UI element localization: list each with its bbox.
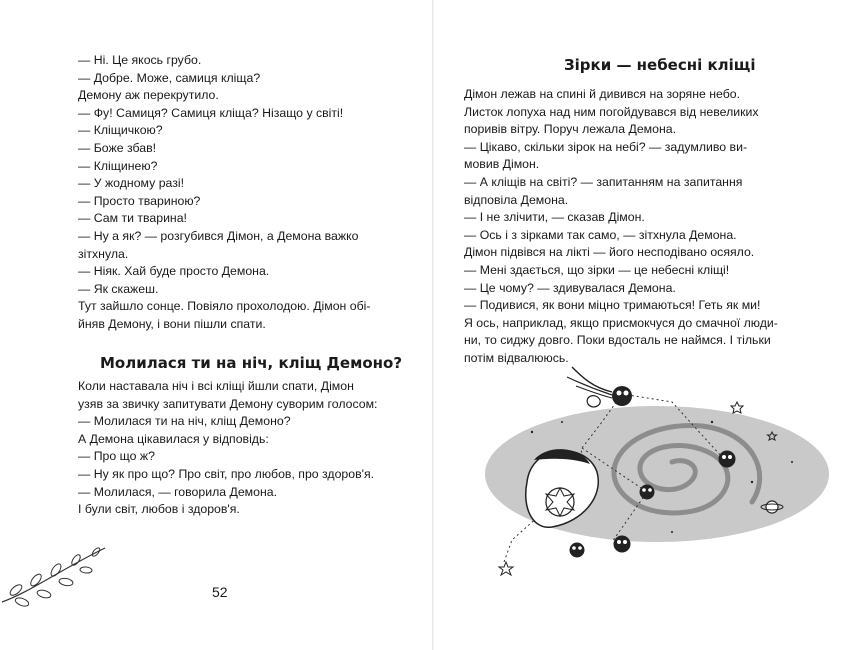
- dialogue-block-2: [78, 378, 377, 519]
- dialogue-1-line: — Кліщинею?: [78, 158, 158, 173]
- story-line: Дімон підвівся на лікті — його несподівано осяяло.: [464, 245, 755, 260]
- dialogue-1-line: — Ну а як? — розгубився Дімон, а Демона важко: [78, 228, 359, 243]
- dialogue-2-line: — Про що ж?: [78, 449, 155, 464]
- leaf-sprig-ornament: [0, 540, 110, 610]
- story-line: — Цікаво, скільки зірок на небі? — задумливо ви-: [464, 139, 748, 154]
- dialogue-2-line: І були світ, любов і здоров'я.: [78, 502, 240, 517]
- dialogue-1-line: зітхнула.: [78, 246, 129, 261]
- story-line: — А кліщів на світі? — запитанням на запитання: [464, 174, 743, 189]
- dialogue-1-line: — Просто твариною?: [78, 193, 201, 208]
- dialogue-1-line: — Сам ти тварина!: [78, 211, 187, 226]
- story-line: ни, то сиджу довго. Поки вдосталь не наймся. І тільки: [464, 333, 771, 348]
- dialogue-1-line: йняв Демону, і вони пішли спати.: [78, 316, 266, 331]
- dialogue-1-line: — Фу! Самиця? Самиця кліща? Нізащо у світі!: [78, 105, 344, 120]
- dialogue-2-line: Коли наставала ніч і всі кліщі йшли спати, Дімон: [78, 379, 354, 393]
- dialogue-1-line: — Як скажеш.: [78, 281, 159, 296]
- dialogue-1-line: — Боже збав!: [78, 140, 157, 155]
- dialogue-2-line: — Ну як про що? Про світ, про любов, про здоров'я.: [78, 466, 375, 481]
- story-line: — Ось і з зірками так само, — зітхнула Демона.: [464, 227, 737, 242]
- story-line: Листок лопуха над ним погойдувався від невеликих: [464, 104, 759, 119]
- story-line: — Подивися, як вони міцно тримаються! Геть як ми!: [464, 298, 761, 313]
- dialogue-1-line: — Кліщичкою?: [78, 123, 163, 138]
- dialogue-1-line: — Ні. Це якось грубо.: [78, 53, 202, 67]
- dialogue-1-line: — У жодному разі!: [78, 176, 185, 191]
- dialogue-2-line: А Демона цікавилася у відповідь:: [78, 431, 269, 446]
- dialogue-1-line: — Ніяк. Хай буде просто Демона.: [78, 264, 270, 279]
- story-line: потім відвалююсь.: [464, 350, 569, 365]
- story-line: — Мені здається, що зірки — це небесні кліщі!: [464, 262, 730, 277]
- chapter-heading-right: Зірки — небесні кліщі: [564, 56, 756, 74]
- dialogue-1-line: — Добре. Може, самиця кліща?: [78, 70, 261, 85]
- dialogue-1-line: Демону аж перекрутило.: [78, 88, 219, 103]
- dialogue-2-line: — Молилася, — говорила Демона.: [78, 484, 278, 499]
- dialogue-2-line: — Молилася ти на ніч, кліщ Демоно?: [78, 414, 291, 429]
- story-line: відповіла Демона.: [464, 192, 569, 207]
- story-line: Дімон лежав на спині й дивився на зоряне небо.: [464, 87, 741, 101]
- story-line: поривів вітру. Поруч лежала Демона.: [464, 122, 676, 137]
- dialogue-1-line: Тут зайшло сонце. Повіяло прохолодою. Дімон обі-: [78, 299, 371, 314]
- story-paragraph: [464, 86, 778, 368]
- page-number: 52: [212, 584, 228, 600]
- story-line: Я ось, наприклад, якщо присмокчуся до смачної люди-: [464, 315, 778, 330]
- left-page: [0, 0, 433, 650]
- story-line: мовив Дімон.: [464, 157, 540, 172]
- dialogue-block-1: [78, 52, 370, 334]
- story-line: — Це чому? — здивувалася Демона.: [464, 280, 676, 295]
- ticks-stars-illustration: [472, 362, 832, 592]
- dialogue-2-line: узяв за звичку запитувати Демону суворим голосом:: [78, 396, 378, 411]
- story-line: — І не злічити, — сказав Дімон.: [464, 210, 645, 225]
- chapter-heading-left: Молилася ти на ніч, кліщ Демоно?: [100, 354, 403, 372]
